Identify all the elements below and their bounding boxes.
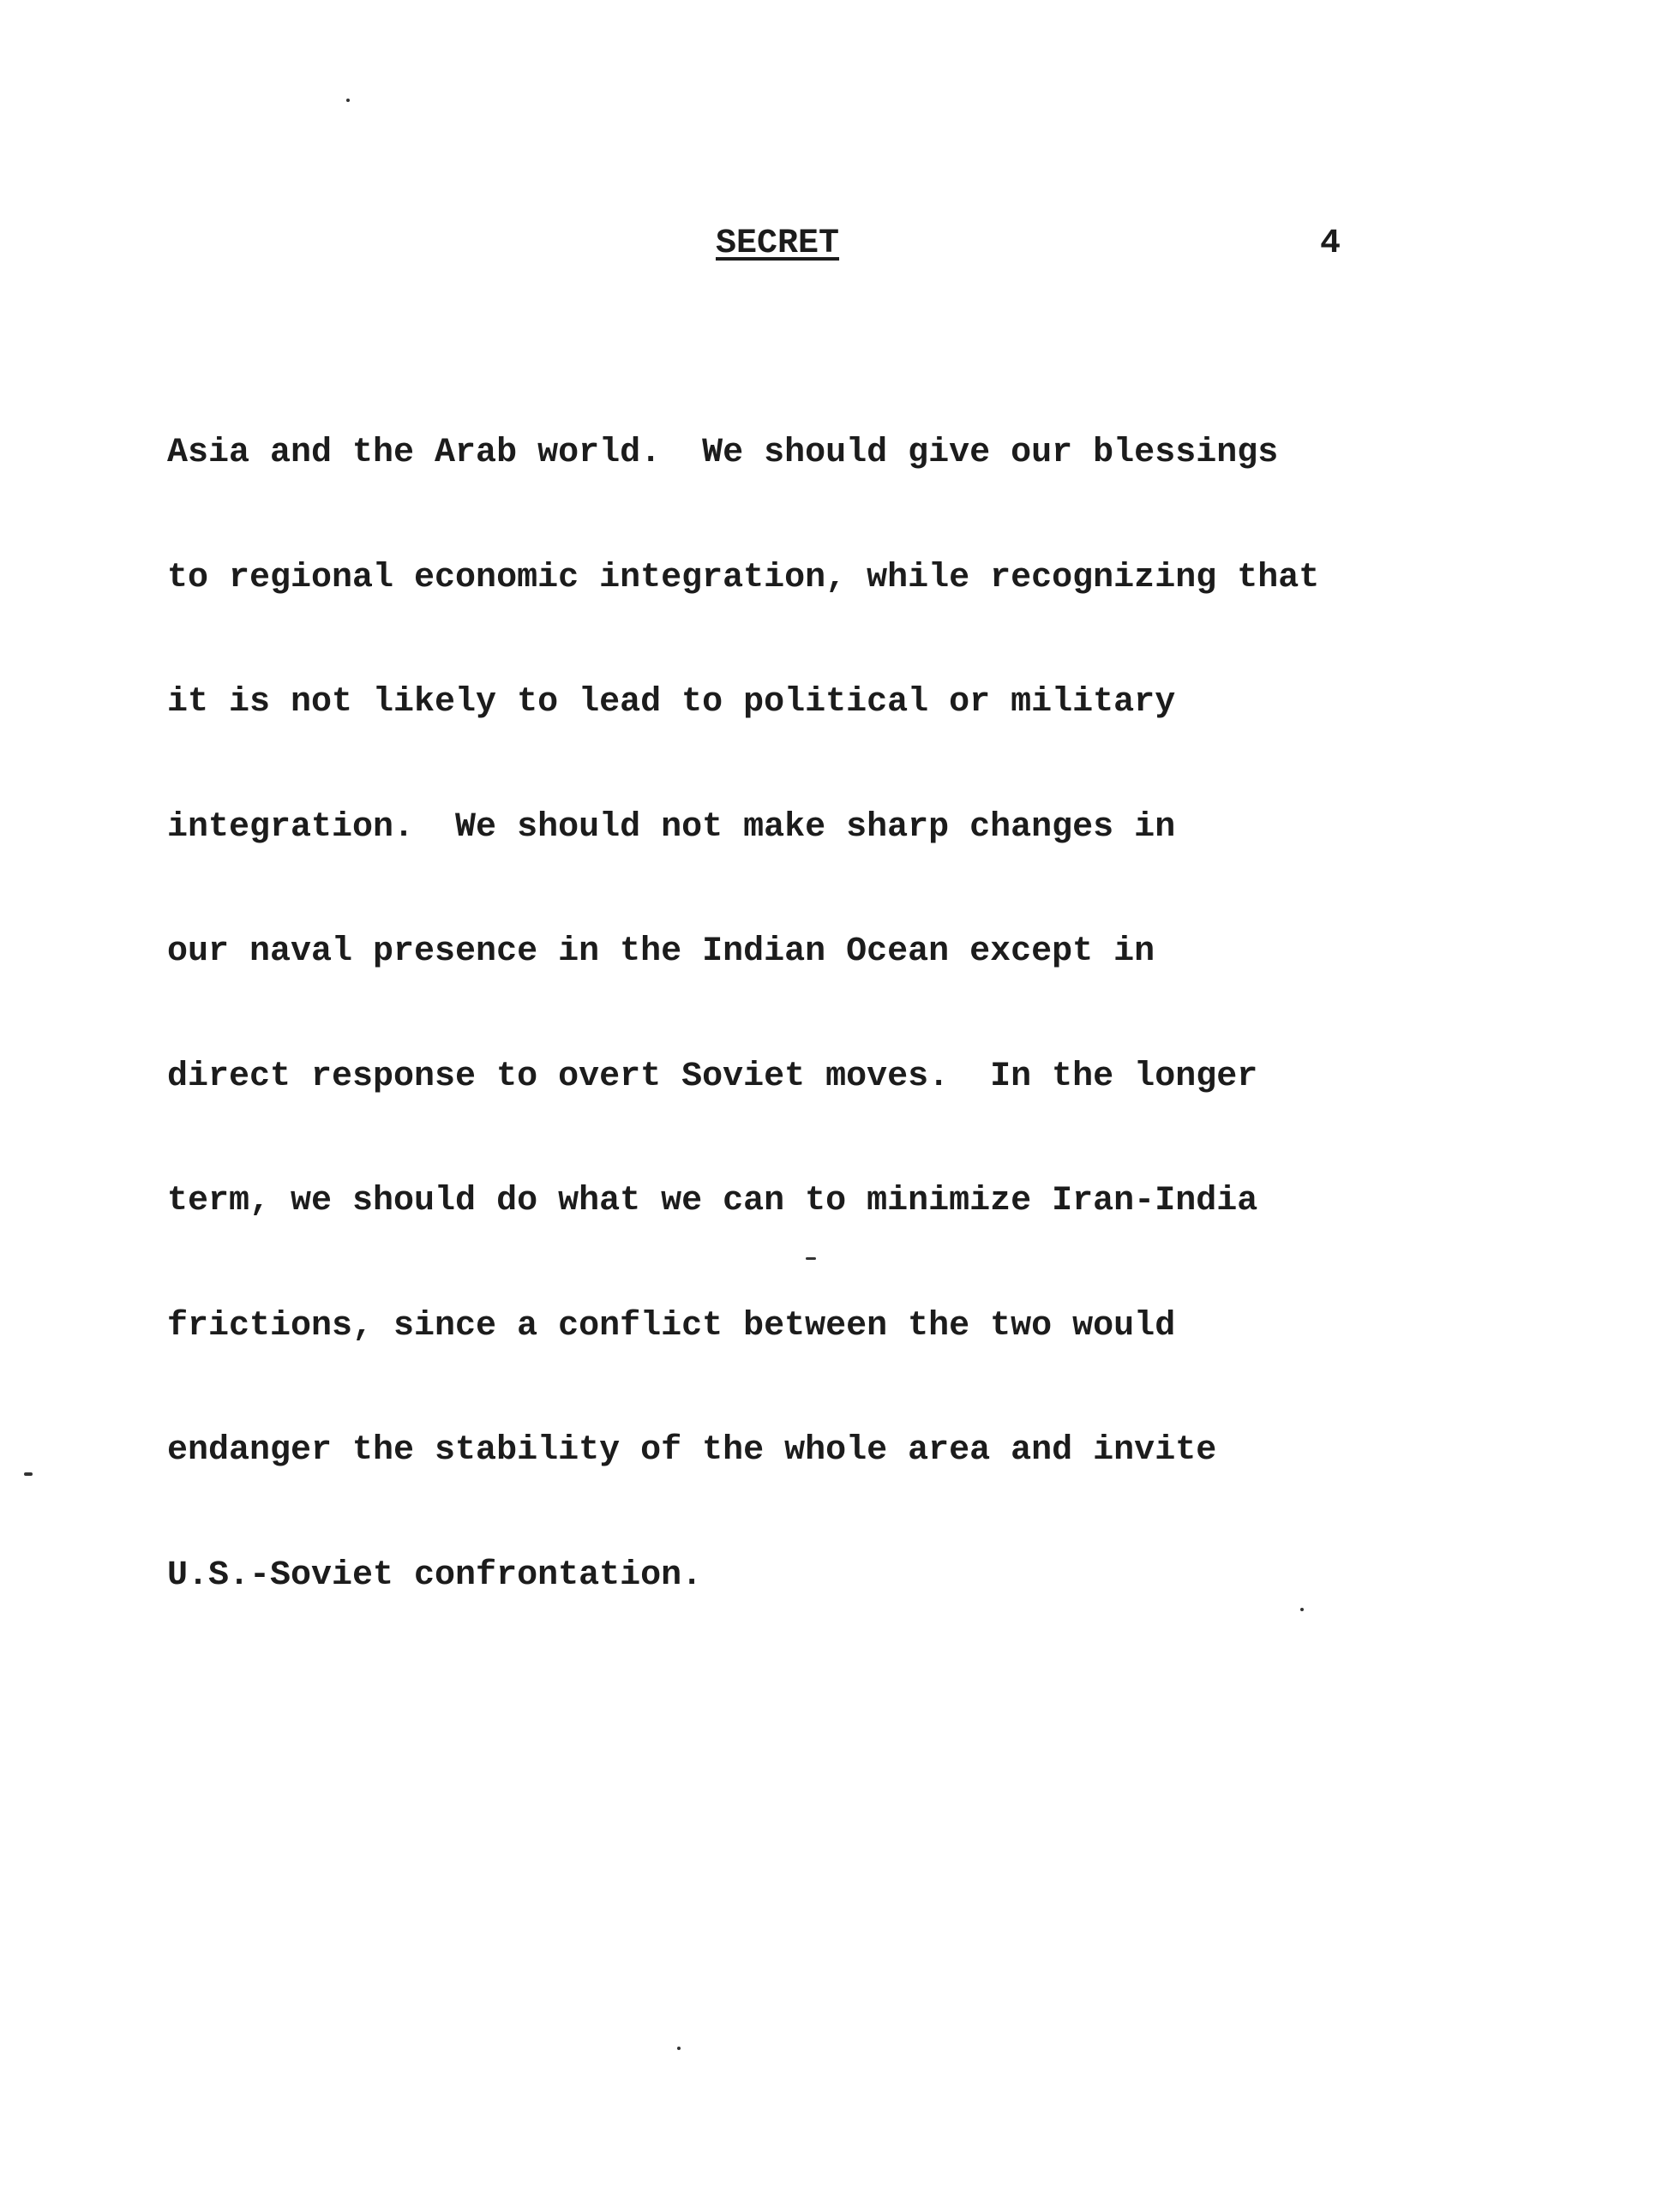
body-line: term, we should do what we can to minimize Iran-India xyxy=(167,1182,1258,1220)
scan-speck xyxy=(677,2047,681,2050)
scan-speck xyxy=(346,99,350,102)
scan-speck xyxy=(24,1472,33,1476)
body-line: it is not likely to lead to political or military xyxy=(167,683,1176,722)
body-line: endanger the stability of the whole area and invite xyxy=(167,1431,1217,1470)
body-line: direct response to overt Soviet moves. In the longer xyxy=(167,1057,1258,1096)
body-line: frictions, since a conflict between the two would xyxy=(167,1306,1176,1346)
scan-speck xyxy=(806,1257,816,1260)
body-line: Asia and the Arab world. We should give our blessings xyxy=(167,434,1279,472)
scan-speck xyxy=(1300,1608,1304,1611)
page-number: 4 xyxy=(1320,225,1341,263)
body-line: to regional economic integration, while recognizing that xyxy=(167,558,1320,597)
body-paragraph xyxy=(167,350,1607,1680)
body-line: integration. We should not make sharp changes in xyxy=(167,807,1176,847)
classification-marking: SECRET xyxy=(716,225,840,263)
body-line: our naval presence in the Indian Ocean except in xyxy=(167,932,1155,971)
body-line: U.S.-Soviet confrontation. xyxy=(167,1556,703,1595)
